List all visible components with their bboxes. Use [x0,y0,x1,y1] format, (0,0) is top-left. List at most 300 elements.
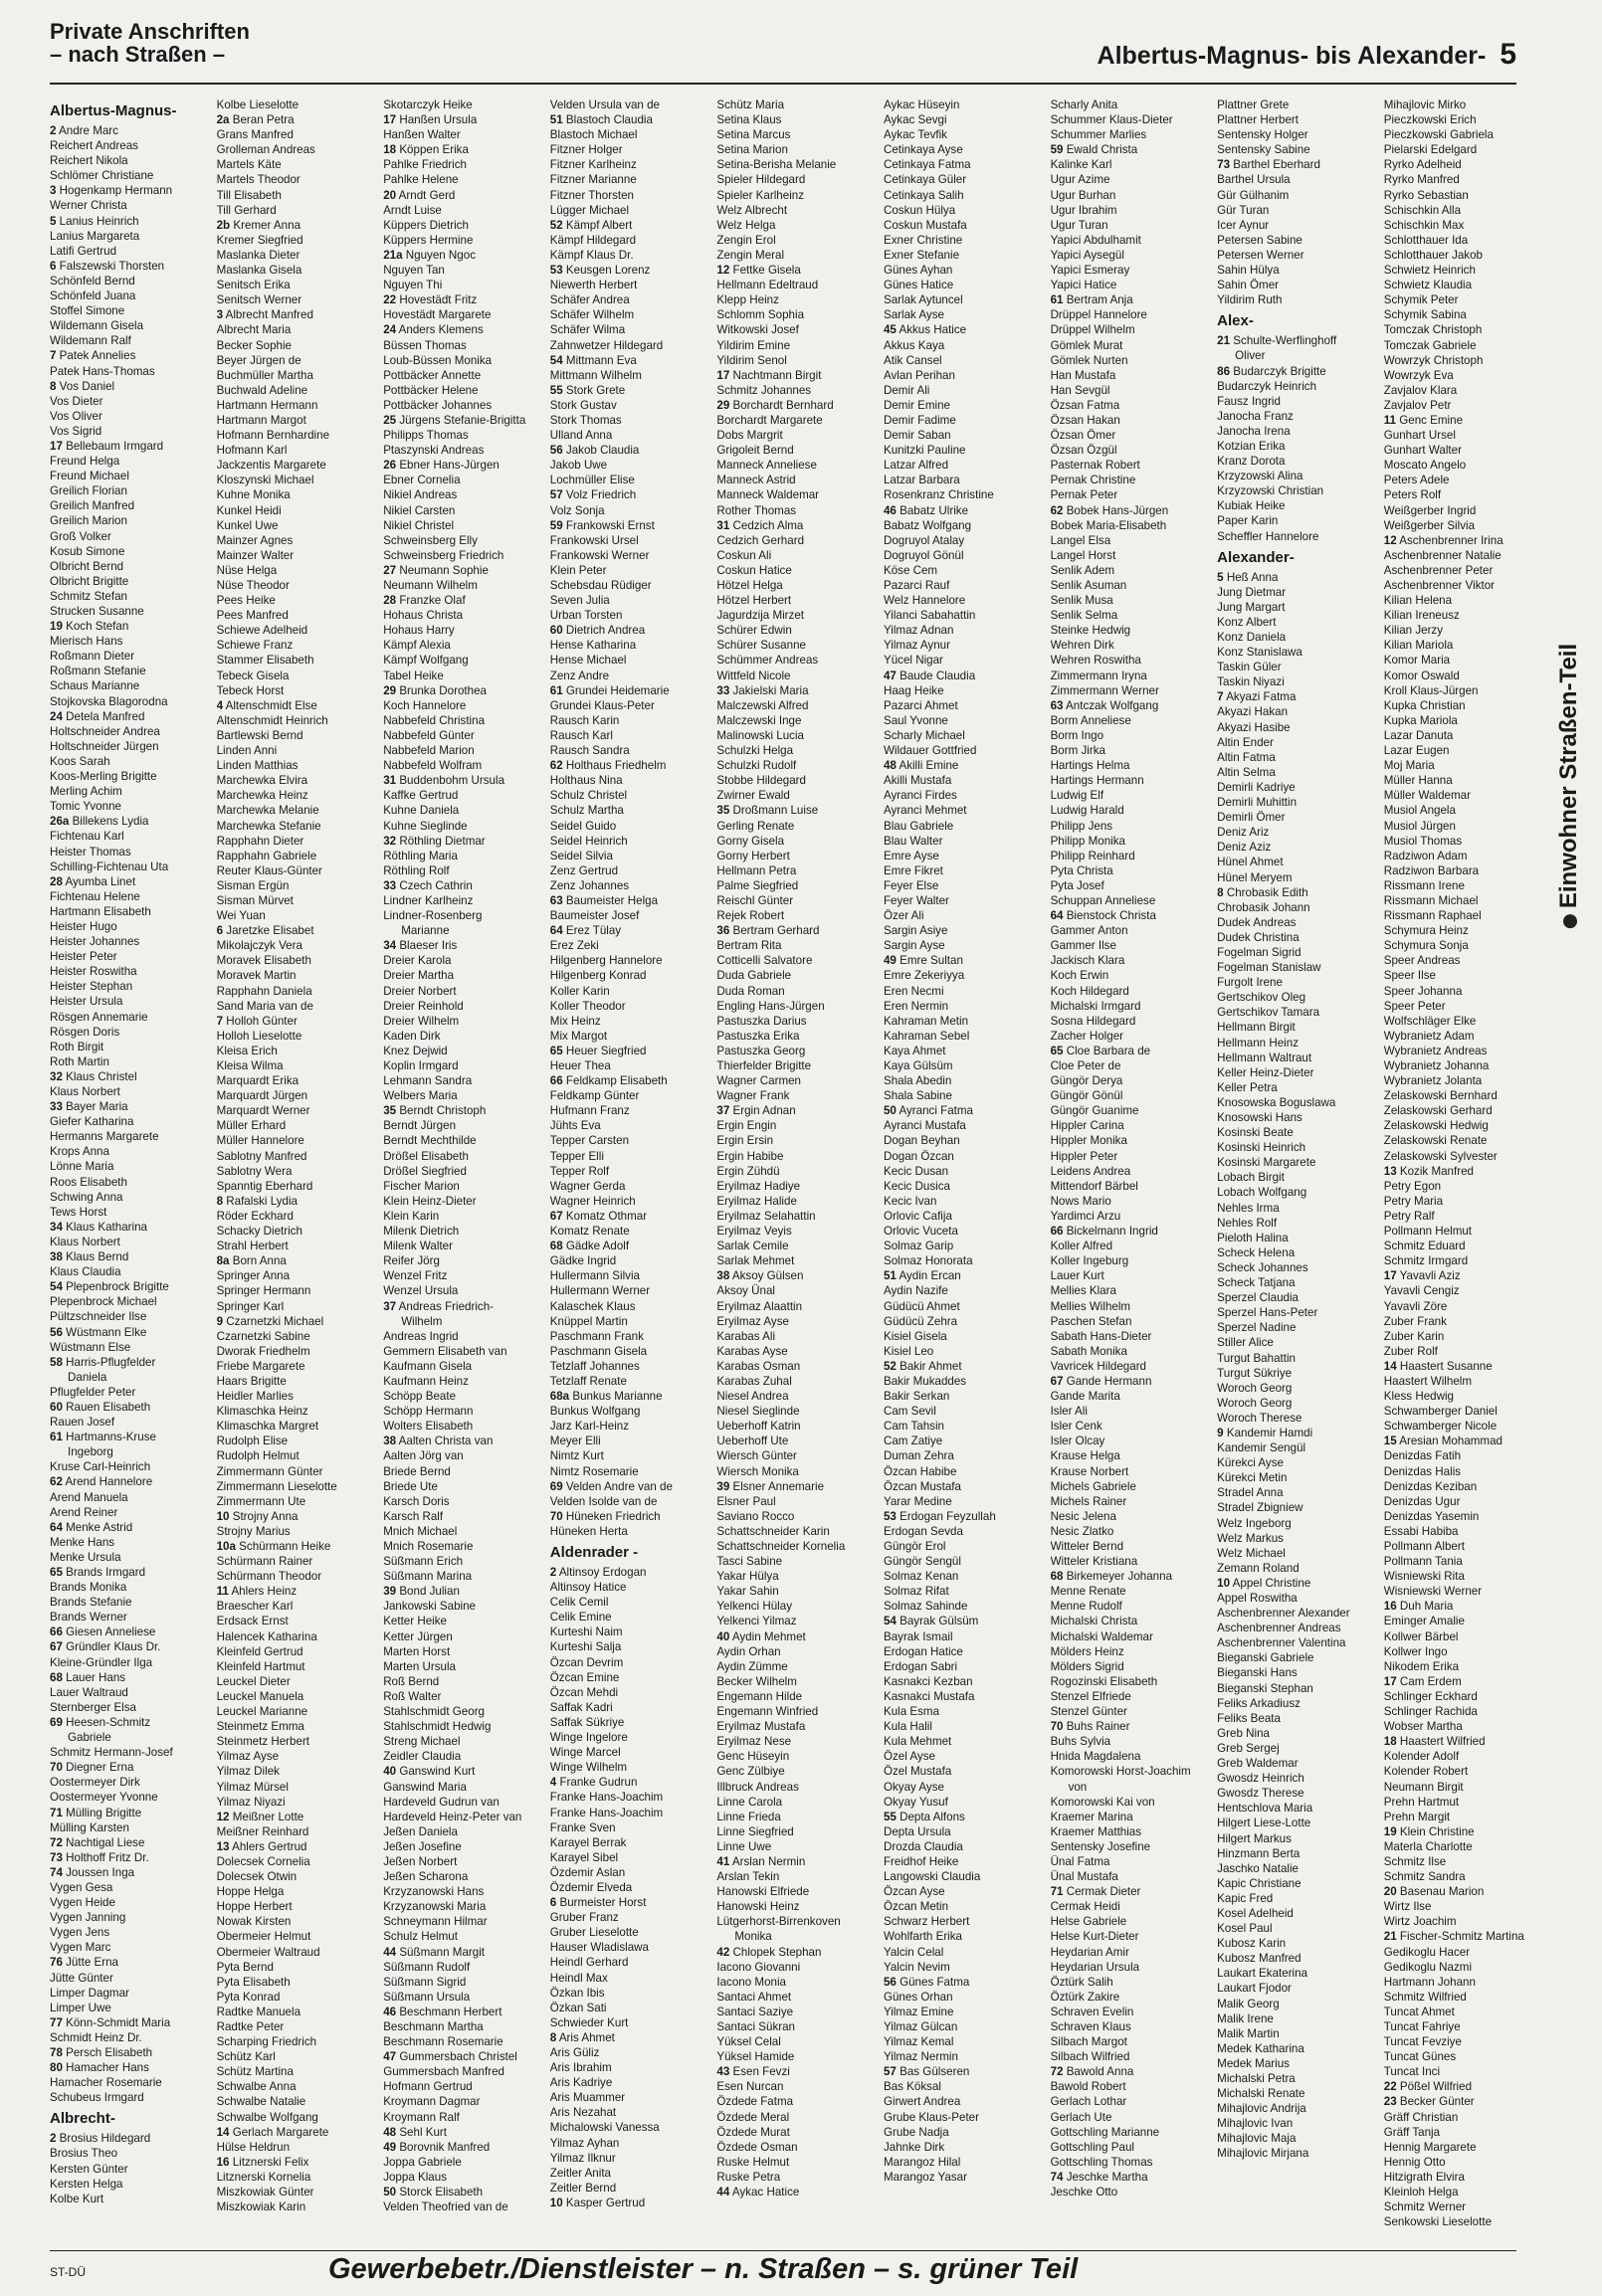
directory-entry: Engemann Hilde [716,1689,803,1703]
directory-entry: Rapphahn Daniela [216,984,312,998]
house-number: 26 [383,459,397,473]
directory-entry: Drozda Claudia [883,1839,963,1853]
directory-entry: 44 Aykac Hatice [716,2186,800,2200]
directory-entry: Zenz Gertrud [549,863,619,877]
directory-entry: 19 Klein Christine [1383,1824,1475,1838]
directory-entry: Weißgerber Ingrid [1383,503,1477,517]
directory-entry: Ugur Ibrahim [1050,203,1117,217]
directory-entry: Röder Eckhard [216,1209,294,1223]
directory-entry: Gerling Renate [716,819,795,833]
directory-entry: 49 Emre Sultan [883,954,963,968]
directory-entry: 61 Bertram Anja [1050,293,1133,307]
directory-entry: 13 Ahlers Gertrud [216,1839,307,1853]
directory-entry: 59 Ewald Christa [1050,143,1138,157]
directory-entry: Stahlschmidt Georg [383,1705,486,1719]
directory-entry: Wüstmann Else [50,1340,131,1354]
directory-entry: Demir Ali [883,383,930,397]
house-number: 17 [1383,1674,1397,1688]
directory-entry: 6 Burmeister Horst [549,1896,647,1910]
directory-entry: Lügger Michael [549,203,630,217]
directory-entry: Neumann Wilhelm [383,579,478,592]
directory-entry: Vygen Gesa [50,1880,113,1894]
directory-entry: Plattner Grete [1217,98,1290,111]
directory-entry: Hellmann Waltraut [1217,1051,1312,1064]
directory-entry: Scheck Helena [1217,1245,1296,1259]
directory-entry: Öztürk Salih [1050,1975,1113,1989]
directory-entry: Aalten Jörg van [383,1449,464,1463]
directory-entry: 66 Feldkamp Elisabeth [549,1074,668,1088]
house-number: 64 [549,924,563,938]
directory-entry: Solmaz Garip [883,1240,954,1253]
directory-entry: Mittendorf Bärbel [1050,1179,1138,1193]
house-number: 38 [383,1435,397,1448]
directory-entry: Grube Nadja [883,2125,949,2139]
directory-entry: Kaffke Gertrud [383,789,459,803]
directory-entry: Süßmann Sigrid [383,1975,467,1989]
house-number: 6 [50,259,57,273]
directory-entry: 28 Franzke Olaf [383,594,466,608]
directory-entry: Arend Manuela [50,1490,128,1504]
house-number: 12 [1383,533,1397,547]
directory-entry: Rejek Robert [716,909,785,923]
directory-entry: Tuncat Inci [1383,2065,1441,2079]
directory-entry: Kosub Simone [50,544,125,558]
house-number: 67 [549,1209,563,1223]
directory-entry: Schäfer Andrea [549,293,630,307]
directory-entry: 27 Neumann Sophie [383,563,489,577]
directory-entry: Kahraman Metin [883,1014,969,1028]
directory-entry: Koch Hannelore [383,698,467,712]
house-number: 46 [883,503,897,517]
directory-entry: Zimmermann Werner [1050,683,1159,697]
directory-entry: Ergin Ersin [716,1134,774,1148]
directory-entry: Feyer Walter [883,893,949,907]
directory-entry: Sablotny Wera [216,1164,293,1178]
directory-entry: Michalski Renate [1217,2087,1305,2101]
directory-entry: 60 Rauen Elisabeth [50,1400,151,1414]
directory-entry: Vos Dieter [50,394,103,408]
directory-entry: Aksoy Ünal [716,1284,776,1298]
directory-entry: Peters Adele [1383,474,1450,487]
directory-entry: Schönfeld Bernd [50,274,135,287]
directory-entry: Okyay Ayse [883,1780,944,1794]
directory-entry: Mellies Wilhelm [1050,1299,1131,1313]
directory-entry: 69 Velden Andre van de [549,1479,673,1493]
directory-entry: Stradel Zbigniew [1217,1501,1303,1515]
directory-entry: Maslanka Gisela [216,264,302,278]
house-number: 12 [716,264,730,278]
directory-entry: Pees Manfred [216,609,289,623]
directory-entry: Jung Margart [1217,600,1286,614]
directory-entry: 18 Haastert Wilfried [1383,1735,1486,1749]
directory-entry: Güngör Sengül [883,1555,961,1569]
directory-entry: Tews Horst [50,1205,107,1219]
directory-entry: Nüse Helga [216,563,278,577]
directory-entry: Jaschko Natalie [1217,1861,1299,1875]
directory-entry: Zelaskowski Sylvester [1383,1149,1498,1163]
directory-entry: Schmitz Sandra [1383,1870,1466,1884]
directory-entry: 62 Bobek Hans-Jürgen [1050,503,1169,517]
directory-entry: Lauer Waltraud [50,1685,128,1699]
directory-entry: Hinzmann Berta [1217,1846,1301,1860]
directory-entry: 6 Falszewski Thorsten [50,259,165,273]
directory-entry: 44 Süßmann Margit [383,1945,486,1959]
directory-entry: Schütz Maria [716,98,785,111]
directory-entry: Lindner Karlheinz [383,893,474,907]
directory-entry: Jarz Karl-Heinz [549,1420,630,1434]
directory-entry: Tepper Carsten [549,1134,630,1148]
directory-entry: Illbruck Andreas [716,1780,799,1794]
house-number: 23 [1383,2095,1397,2109]
directory-entry: Niesel Andrea [716,1390,789,1404]
directory-entry: Senlik Selma [1050,609,1118,623]
house-number: 71 [50,1806,63,1819]
directory-entry: 58 Harris-Pflugfelder [50,1355,156,1369]
directory-entry: Radtke Manuela [216,2005,301,2018]
directory-entry: Özsan Hakan [1050,413,1120,427]
directory-entry: Ryrko Sebastian [1383,188,1469,202]
directory-entry: 63 Baumeister Helga [549,893,659,907]
directory-entry: Schiewe Adelheid [216,624,308,638]
directory-entry: Mierisch Hans [50,635,123,649]
directory-entry: Woroch Georg [1217,1381,1293,1395]
directory-entry: Palme Siegfried [716,878,799,892]
house-number: 25 [383,413,397,427]
directory-entry: Spieler Hildegard [716,173,806,187]
directory-entry: Rausch Sandra [549,744,630,758]
directory-entry: Kilian Mariola [1383,639,1454,653]
directory-entry: 68a Bunkus Marianne [549,1390,663,1404]
directory-entry: Grundei Klaus-Peter [549,698,655,712]
house-number: 10a [216,1540,236,1553]
directory-entry: Buchwald Adeline [216,383,308,397]
directory-entry: 31 Cedzich Alma [716,518,804,532]
directory-entry: Komorowski Kai von [1050,1795,1155,1809]
section-title-line2: – nach Straßen – [50,42,226,67]
directory-entry: Kleinfeld Hartmut [216,1659,305,1673]
directory-entry: Franke Hans-Joachim [549,1791,664,1805]
directory-entry: Özcan Emine [549,1670,620,1684]
house-number: 7 [216,1014,224,1028]
directory-entry: Nguyen Tan [383,264,445,278]
directory-entry: Günes Orhan [883,1990,953,2004]
directory-entry: Lindner-Rosenberg [383,909,483,923]
directory-entry: Schattschneider Kornelia [716,1540,846,1553]
house-number: 86 [1217,364,1231,378]
directory-entry: 47 Baude Claudia [883,669,976,682]
directory-entry: Brands Werner [50,1611,127,1625]
directory-entry: 14 Haastert Susanne [1383,1359,1493,1373]
directory-entry: Turgut Bahattin [1217,1351,1296,1365]
directory-entry: Kersten Helga [50,2177,123,2191]
directory-entry: Petersen Sabine [1217,233,1302,247]
directory-entry: Schummer Klaus-Dieter [1050,113,1173,127]
directory-entry: Krzyzowski Alina [1217,470,1303,483]
directory-entry: Yapici Hatice [1050,279,1117,292]
directory-entry: Wehren Roswitha [1050,654,1141,668]
directory-entry: Mikolajczyk Vera [216,939,302,953]
house-number: 65 [549,1044,563,1057]
directory-entry: Ketter Jürgen [383,1629,453,1643]
directory-entry: Koller Karin [549,984,610,998]
directory-entry: Wybranietz Jolanta [1383,1074,1483,1088]
directory-entry: 55 Stork Grete [549,383,626,397]
house-number: 57 [549,488,563,502]
directory-entry: Haars Brigitte [216,1374,287,1388]
directory-entry: Greilich Florian [50,484,127,498]
directory-entry: Merling Achim [50,785,122,799]
directory-entry: Pahlke Friedrich [383,158,467,172]
directory-column [716,97,884,2236]
directory-entry: Setina Marion [716,143,788,157]
directory-entry: 35 Berndt Christoph [383,1104,487,1118]
directory-entry: Jagurdzija Mirzet [716,609,805,623]
directory-entry: Demirli Ömer [1217,811,1286,825]
directory-entry: Zuber Karin [1383,1329,1445,1343]
directory-entry: Isler Ali [1050,1405,1088,1419]
directory-entry: Wohlfarth Erika [883,1930,963,1944]
directory-entry: Halencek Katharina [216,1629,317,1643]
directory-entry: Yarar Medine [883,1494,952,1508]
directory-entry: 22 Pößel Wilfried [1383,2080,1473,2094]
directory-entry: Süßmann Marina [383,1570,473,1584]
directory-entry: Jackisch Klara [1050,954,1125,968]
directory-entry: Özsan Ömer [1050,429,1116,443]
directory-entry: Kurteshi Salja [549,1640,622,1654]
directory-entry: Güngör Guanime [1050,1104,1139,1118]
directory-entry: Welbers Maria [383,1089,458,1103]
house-number: 13 [216,1839,230,1853]
directory-entry: Koch Erwin [1050,969,1109,983]
directory-entry: Hardeveld Gudrun van [383,1795,500,1809]
directory-entry: Icer Aynur [1217,218,1270,232]
directory-entry: Skotarczyk Heike [383,98,473,111]
directory-entry: Tuncat Ahmet [1383,2005,1455,2018]
directory-entry: Kämpf Wolfgang [383,654,469,668]
directory-entry: Plepenbrock Michael [50,1295,157,1309]
directory-entry: Zwirner Ewald [716,789,790,803]
directory-entry: Wolters Elisabeth [383,1420,474,1434]
house-number: 24 [50,709,63,723]
house-number: 34 [50,1220,63,1234]
directory-entry: 37 Ergin Adnan [716,1104,796,1118]
house-number: 29 [383,683,397,697]
directory-entry: Chrobasik Johann [1217,900,1310,914]
directory-entry: Winge Ingelore [549,1731,628,1745]
house-number: 8a [216,1254,230,1268]
directory-entry: 67 Gande Hermann [1050,1374,1152,1388]
directory-entry: 11 Ahlers Heinz [216,1585,298,1599]
directory-entry: Wirtz Ilse [1383,1900,1432,1914]
directory-entry: Holtschneider Jürgen [50,739,159,753]
directory-entry: 32 Klaus Christel [50,1069,137,1083]
directory-entry: Ayranci Mehmet [883,804,967,818]
directory-entry: Dogruyol Gönül [883,548,964,562]
directory-entry: Özer Ali [883,909,924,923]
directory-entry: Senlik Adem [1050,563,1115,577]
directory-entry: 17 Yavavli Aziz [1383,1269,1461,1283]
directory-entry: Klepp Heinz [716,293,779,307]
house-number: 56 [883,1975,897,1989]
house-number: 20 [383,188,397,202]
house-number: 62 [549,759,563,773]
directory-entry: Kruse Carl-Heinrich [50,1460,151,1474]
directory-entry: Ünal Mustafa [1050,1870,1118,1884]
directory-entry: Tuncat Fahriye [1383,2020,1461,2033]
directory-entry: Schmitz Eduard [1383,1240,1466,1253]
directory-entry: Mihajlovic Andrija [1217,2102,1306,2116]
directory-entry: 8 Vos Daniel [50,379,115,393]
directory-entry: Marchewka Stefanie [216,819,321,833]
directory-entry: Winge Marcel [549,1746,621,1760]
directory-entry: Erdsack Ernst [216,1615,289,1628]
directory-entry: 2a Beran Petra [216,113,295,127]
directory-entry: 12 Aschenbrenner Irina [1383,533,1503,547]
directory-entry: Zahnwetzer Hildegard [549,338,664,352]
directory-entry: Maslanka Dieter [216,248,300,262]
directory-entry: 66 Bickelmann Ingrid [1050,1225,1158,1239]
directory-entry: Senkowski Lieselotte [1383,2215,1493,2229]
directory-entry: Vavricek Hildegard [1050,1359,1147,1373]
house-number: 2b [216,218,231,232]
directory-entry: Fischer Marion [383,1179,460,1193]
directory-entry: Silbach Wilfried [1050,2050,1130,2064]
directory-entry: Kalaschek Klaus [549,1299,636,1313]
directory-entry: Kaya Ahmet [883,1044,946,1057]
directory-entry: 20 Basenau Marion [1383,1885,1485,1899]
directory-entry: Wagner Frank [716,1089,790,1103]
directory-entry: Gorny Herbert [716,849,790,862]
directory-entry: Koplin Irmgard [383,1059,459,1072]
directory-entry: 23 Becker Günter [1383,2095,1475,2109]
directory-entry: Ketter Heike [383,1615,447,1628]
directory-entry: Jeßen Norbert [383,1854,458,1868]
directory-entry: Hippler Monika [1050,1134,1127,1148]
directory-entry: Krops Anna [50,1145,109,1159]
directory-entry: Eryilmaz Veyis [716,1225,792,1239]
directory-entry: Holthaus Nina [549,774,623,788]
directory-entry: Kula Esma [883,1705,940,1719]
directory-entry: Roth Birgit [50,1040,104,1053]
directory-entry: Albrecht Maria [216,323,292,337]
directory-entry: Schulzki Helga [716,744,794,758]
directory-entry: Tomczak Gabriele [1383,338,1477,352]
directory-entry: Roß Bernd [383,1674,440,1688]
directory-entry: Fitzner Thorsten [549,188,634,202]
directory-entry: Kaufmann Gisela [383,1359,473,1373]
directory-entry: Solmaz Rifat [883,1585,949,1599]
directory-entry: Ludwig Elf [1050,789,1104,803]
directory-entry: Küppers Dietrich [383,218,469,232]
directory-entry: Zenz Andre [549,669,610,682]
directory-entry: Schöpp Hermann [383,1405,474,1419]
directory-entry: Till Gerhard [216,203,277,217]
directory-entry: Klaus Norbert [50,1235,120,1248]
directory-entry: Jeßen Scharona [383,1870,469,1884]
directory-entry: Aris Ibrahim [549,2061,612,2075]
directory-entry: Konz Albert [1217,615,1277,629]
directory-entry: Haastert Wilhelm [1383,1374,1473,1388]
directory-entry: Schwalbe Natalie [216,2095,306,2109]
directory-entry: Isler Olcay [1050,1435,1105,1448]
directory-entry: Baumeister Josef [549,909,640,923]
directory-entry: Hötzel Herbert [716,594,792,608]
house-number: 74 [50,1865,63,1879]
directory-entry: Wildauer Gottfried [883,744,977,758]
directory-entry: 39 Elsner Annemarie [716,1479,825,1493]
house-number: 19 [1383,1824,1397,1838]
directory-entry: 54 Mittmann Eva [549,353,637,367]
directory-entry: Lütgerhorst-Birrenkoven [716,1915,841,1929]
directory-entry: Genc Hüseyin [716,1750,790,1764]
directory-entry: Senitsch Werner [216,293,302,307]
directory-entry: Ebner Cornelia [383,474,461,487]
directory-entry: Kurteshi Naim [549,1626,623,1639]
directory-entry: Fitzner Marianne [549,173,637,187]
directory-entry: Iacono Monia [716,1975,786,1989]
directory-entry: 24 Detela Manfred [50,709,145,723]
house-number: 17 [383,113,397,127]
directory-entry: Yavavli Zöre [1383,1299,1448,1313]
directory-entry: Koos-Merling Brigitte [50,770,157,784]
directory-entry: 25 Jürgens Stefanie-Brigitta [383,413,526,427]
directory-entry: Laukart Fjodor [1217,1982,1292,1996]
directory-entry: Pültzschneider Ilse [50,1310,147,1324]
directory-entry: Lehmann Sandra [383,1074,473,1088]
directory-entry: 34 Blaeser Iris [383,939,458,953]
directory-entry: Thierfelder Brigitte [716,1059,812,1072]
directory-entry: Schwamberger Nicole [1383,1420,1498,1434]
directory-entry: Zelaskowski Gerhard [1383,1104,1493,1118]
directory-entry: Santaci Sükran [716,2020,796,2033]
house-number: 35 [716,804,730,818]
directory-entry: Dogan Beyhan [883,1134,960,1148]
directory-entry: Han Mustafa [1050,368,1116,382]
house-number: 7 [1217,690,1224,704]
directory-entry: Akyazi Hasibe [1217,720,1291,734]
directory-entry: Witkowski Josef [716,323,799,337]
directory-entry: Michels Rainer [1050,1494,1127,1508]
directory-entry: Cam Tahsin [883,1420,944,1434]
directory-entry: Gerlach Ute [1050,2110,1112,2124]
directory-entry: Gür Gülhanim [1217,188,1290,202]
directory-entry: Saviano Rocco [716,1509,795,1523]
directory-entry: Gottschling Thomas [1050,2155,1153,2169]
directory-entry: Schürer Susanne [716,639,806,653]
directory-entry: 64 Menke Astrid [50,1520,133,1534]
directory-entry: Hellmann Petra [716,863,797,877]
directory-entry: Greilich Marion [50,514,127,528]
directory-entry: Schürer Edwin [716,624,792,638]
directory-entry: 52 Kämpf Albert [549,218,633,232]
directory-entry: Schwamberger Daniel [1383,1405,1498,1419]
directory-entry: Welz Albrecht [716,203,788,217]
directory-entry: Altinsoy Hatice [549,1581,627,1595]
directory-entry: Zimmermann Günter [216,1464,323,1478]
directory-entry: Moravek Elisabeth [216,954,311,968]
directory-entry: Schäfer Wilma [549,323,626,337]
directory-entry: Zemann Roland [1217,1561,1300,1575]
directory-entry: Schlotthauer Jakob [1383,248,1484,262]
directory-entry: Schönfeld Juana [50,289,136,303]
directory-entry: Rogozinski Elisabeth [1050,1674,1158,1688]
directory-entry: Saffak Sükriye [549,1715,625,1729]
entry-continuation: Gabriele [68,1731,111,1745]
directory-entry: Pahlke Helene [383,173,459,187]
directory-entry: Blau Gabriele [883,819,954,833]
directory-entry: Kupka Mariola [1383,713,1458,727]
directory-entry: Gottschling Marianne [1050,2125,1160,2139]
